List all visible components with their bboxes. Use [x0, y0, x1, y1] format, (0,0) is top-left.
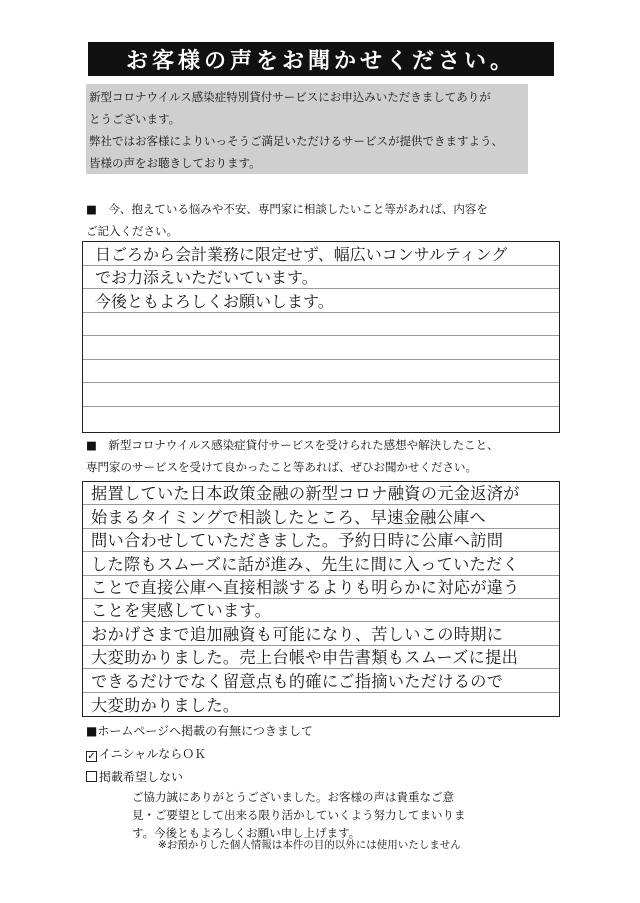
page-title: お客様の声をお聞かせください。: [88, 42, 554, 76]
intro-line: とうございます。: [89, 112, 181, 126]
closing-message: [132, 788, 532, 842]
option-initials[interactable]: [86, 743, 313, 766]
closing-line: ご協力誠にありがとうございました。お客様の声は貴重なご意: [132, 790, 454, 804]
answer-1-box: [82, 241, 560, 433]
answer-2-line: 大変助かりました。売上台帳や申告書類もスムーズに提出: [83, 646, 559, 669]
homepage-consent-heading: ■ホームページへ掲載の有無につきまして: [86, 724, 313, 738]
option-decline-label: 掲載希望しない: [99, 770, 184, 784]
answer-2-line: 問い合わせしていただきました。予約日時に公庫へ訪問: [83, 529, 559, 552]
question-2-line: 専門家のサービスを受けて良かったこと等あれば、ぜひお聞かせください。: [86, 460, 477, 474]
answer-1-line: [83, 313, 559, 337]
checked-checkbox-icon[interactable]: ✓: [87, 751, 96, 762]
intro-line: 新型コロナウイルス感染症特別貸付サービスにお申込みいただきましてありが: [89, 90, 491, 104]
option-decline[interactable]: [86, 766, 313, 789]
answer-2-line: 大変助かりました。: [91, 695, 240, 715]
question-1-line: ■ 今、抱えている悩みや不安、専門家に相談したいこと等があれば、内容を: [86, 202, 488, 216]
answer-2-line: できるだけでなく留意点も的確にご指摘いただけるので: [83, 669, 559, 692]
answer-2-line: 始まるタイミングで相談したところ、早速金融公庫へ: [83, 505, 559, 528]
answer-1-line: [83, 407, 559, 431]
answer-2-line: おかげさまで追加融資も可能になり、苦しいこの時期に: [83, 622, 559, 645]
question-2-line: ■ 新型コロナウイルス感染症貸付サービスを受けられた感想や解決したこと、: [86, 438, 499, 452]
intro-line: 皆様の声をお聴きしております。: [89, 156, 261, 170]
answer-1-line: 日ごろから会計業務に限定せず、幅広いコンサルティング: [83, 242, 559, 266]
privacy-note: ※お預かりした個人情報は本件の目的以外には使用いたしません: [158, 839, 461, 851]
empty-checkbox-icon[interactable]: [86, 771, 97, 782]
answer-1-line: [83, 336, 559, 360]
answer-2-line: 据置していた日本政策金融の新型コロナ融資の元金返済が: [83, 482, 559, 505]
question-1-line: ご記入ください。: [86, 224, 178, 238]
closing-line: 見・ご要望として出来る限り活かしていくよう努力してまいりま: [132, 808, 466, 822]
answer-1-line: [83, 383, 559, 407]
answer-2-line: した際もスムーズに話が進み、先生に間に入っていただく: [83, 552, 559, 575]
option-initials-label: イニシャルならＯＫ: [99, 747, 207, 761]
question-1: [86, 198, 488, 242]
closing-line: す。今後ともよろしくお願い申し上げます。: [132, 826, 361, 840]
answer-2-box: [82, 481, 560, 717]
answer-2-line: ことを実感しています。: [83, 599, 559, 622]
question-2: [86, 434, 499, 478]
homepage-consent-section: [86, 720, 313, 789]
answer-1-line: [83, 360, 559, 384]
intro-line: 弊社ではお客様によりいっそうご満足いただけるサービスが提供できますよう、: [89, 134, 503, 148]
intro-text-box: [86, 84, 528, 174]
answer-2-line: ことで直接公庫へ直接相談するよりも明らかに対応が違う: [83, 576, 559, 599]
answer-1-line: 今後ともよろしくお願いします。: [83, 289, 559, 313]
answer-1-line: でお力添えいただいています。: [83, 266, 559, 290]
